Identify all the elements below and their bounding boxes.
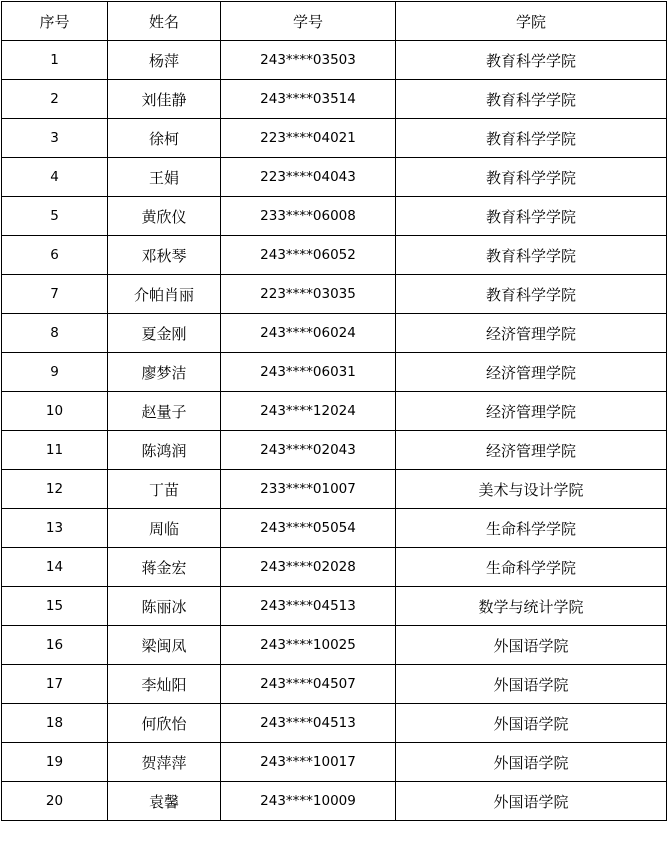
table-body (2, 41, 667, 821)
table-header (2, 2, 667, 41)
cell-name: 贺萍萍 (108, 743, 221, 782)
cell-name: 陈鸿润 (108, 431, 221, 470)
cell-student-id: 243****06031 (221, 353, 396, 392)
table-row (2, 587, 667, 626)
table-row (2, 470, 667, 509)
table-row (2, 41, 667, 80)
cell-student-id: 243****10025 (221, 626, 396, 665)
table-row (2, 353, 667, 392)
cell-student-id: 243****04513 (221, 704, 396, 743)
cell-student-id: 243****10017 (221, 743, 396, 782)
cell-index: 11 (2, 431, 108, 470)
cell-index: 1 (2, 41, 108, 80)
table-row (2, 548, 667, 587)
table-row (2, 704, 667, 743)
cell-name: 徐柯 (108, 119, 221, 158)
table-row (2, 509, 667, 548)
cell-college: 外国语学院 (396, 665, 667, 704)
table-row (2, 626, 667, 665)
cell-college: 美术与设计学院 (396, 470, 667, 509)
cell-student-id: 243****02043 (221, 431, 396, 470)
cell-student-id: 223****04043 (221, 158, 396, 197)
cell-college: 教育科学学院 (396, 41, 667, 80)
cell-index: 6 (2, 236, 108, 275)
cell-name: 陈丽冰 (108, 587, 221, 626)
cell-college: 经济管理学院 (396, 431, 667, 470)
cell-college: 经济管理学院 (396, 392, 667, 431)
cell-index: 7 (2, 275, 108, 314)
cell-college: 教育科学学院 (396, 275, 667, 314)
cell-college: 经济管理学院 (396, 353, 667, 392)
cell-student-id: 243****04507 (221, 665, 396, 704)
cell-student-id: 233****06008 (221, 197, 396, 236)
cell-index: 12 (2, 470, 108, 509)
cell-index: 9 (2, 353, 108, 392)
table-row (2, 431, 667, 470)
cell-college: 生命科学学院 (396, 548, 667, 587)
table-row (2, 275, 667, 314)
header-name: 姓名 (108, 2, 221, 41)
cell-index: 3 (2, 119, 108, 158)
cell-college: 教育科学学院 (396, 119, 667, 158)
table-row (2, 158, 667, 197)
cell-index: 10 (2, 392, 108, 431)
cell-index: 15 (2, 587, 108, 626)
cell-index: 8 (2, 314, 108, 353)
cell-college: 外国语学院 (396, 743, 667, 782)
cell-name: 周临 (108, 509, 221, 548)
cell-college: 教育科学学院 (396, 197, 667, 236)
header-college: 学院 (396, 2, 667, 41)
cell-college: 教育科学学院 (396, 158, 667, 197)
cell-index: 2 (2, 80, 108, 119)
cell-name: 刘佳静 (108, 80, 221, 119)
cell-name: 廖梦洁 (108, 353, 221, 392)
cell-name: 梁闽凤 (108, 626, 221, 665)
cell-student-id: 243****04513 (221, 587, 396, 626)
table-row (2, 782, 667, 821)
cell-student-id: 243****03503 (221, 41, 396, 80)
cell-name: 袁馨 (108, 782, 221, 821)
cell-name: 蒋金宏 (108, 548, 221, 587)
cell-index: 19 (2, 743, 108, 782)
cell-index: 5 (2, 197, 108, 236)
cell-index: 18 (2, 704, 108, 743)
cell-name: 杨萍 (108, 41, 221, 80)
cell-name: 夏金刚 (108, 314, 221, 353)
cell-college: 经济管理学院 (396, 314, 667, 353)
cell-student-id: 243****05054 (221, 509, 396, 548)
header-index: 序号 (2, 2, 108, 41)
cell-name: 丁苗 (108, 470, 221, 509)
cell-student-id: 243****02028 (221, 548, 396, 587)
cell-college: 外国语学院 (396, 704, 667, 743)
cell-name: 何欣怡 (108, 704, 221, 743)
cell-student-id: 223****04021 (221, 119, 396, 158)
cell-name: 黄欣仪 (108, 197, 221, 236)
table-row (2, 314, 667, 353)
cell-college: 外国语学院 (396, 782, 667, 821)
cell-index: 13 (2, 509, 108, 548)
cell-index: 14 (2, 548, 108, 587)
table-row (2, 80, 667, 119)
table-row (2, 236, 667, 275)
table-row (2, 743, 667, 782)
cell-name: 王娟 (108, 158, 221, 197)
table-row (2, 665, 667, 704)
cell-name: 介帕肖丽 (108, 275, 221, 314)
cell-college: 数学与统计学院 (396, 587, 667, 626)
cell-index: 4 (2, 158, 108, 197)
cell-name: 邓秋琴 (108, 236, 221, 275)
student-table (1, 1, 667, 821)
table-row (2, 119, 667, 158)
cell-index: 17 (2, 665, 108, 704)
cell-student-id: 223****03035 (221, 275, 396, 314)
header-student-id: 学号 (221, 2, 396, 41)
cell-student-id: 243****06024 (221, 314, 396, 353)
header-row (2, 2, 667, 41)
cell-student-id: 233****01007 (221, 470, 396, 509)
cell-college: 生命科学学院 (396, 509, 667, 548)
cell-student-id: 243****03514 (221, 80, 396, 119)
cell-name: 赵量子 (108, 392, 221, 431)
cell-index: 20 (2, 782, 108, 821)
cell-name: 李灿阳 (108, 665, 221, 704)
table-row (2, 197, 667, 236)
cell-index: 16 (2, 626, 108, 665)
cell-college: 教育科学学院 (396, 80, 667, 119)
cell-college: 外国语学院 (396, 626, 667, 665)
cell-student-id: 243****12024 (221, 392, 396, 431)
table-row (2, 392, 667, 431)
cell-college: 教育科学学院 (396, 236, 667, 275)
cell-student-id: 243****10009 (221, 782, 396, 821)
cell-student-id: 243****06052 (221, 236, 396, 275)
